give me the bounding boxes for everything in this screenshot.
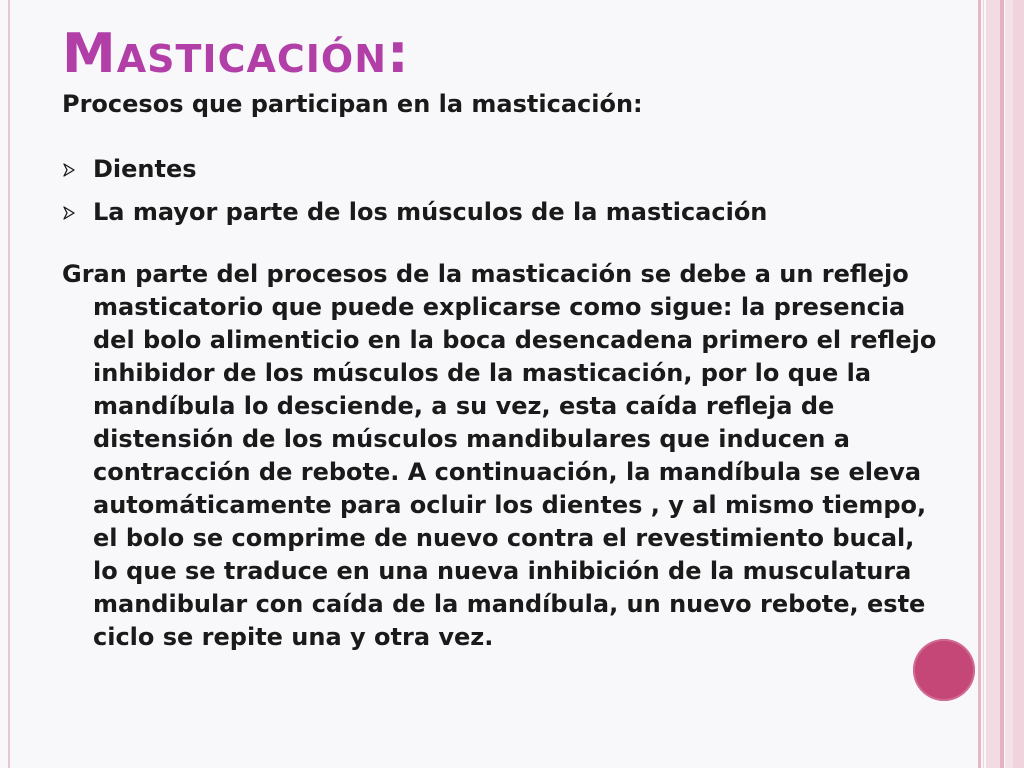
- arrow-bullet-icon: [62, 206, 76, 220]
- circle-decoration: [913, 639, 975, 701]
- bullet-text: Dientes: [93, 155, 197, 183]
- slide-title: Masticación:: [62, 22, 410, 85]
- list-item: [62, 148, 942, 191]
- right-stripe-decoration: [978, 0, 1024, 768]
- stripe: [1005, 0, 1013, 768]
- bullet-text: La mayor parte de los músculos de la masticación: [93, 198, 768, 226]
- stripe: [1013, 0, 1024, 768]
- arrow-bullet-icon: [62, 163, 76, 177]
- stripe: [983, 0, 984, 768]
- stripe: [986, 0, 1000, 768]
- left-border-line: [8, 0, 10, 768]
- list-item: [62, 191, 942, 234]
- intro-text: Procesos que participan en la masticación:: [62, 90, 643, 118]
- stripe: [978, 0, 981, 768]
- stripe: [1000, 0, 1004, 768]
- body-paragraph: Gran parte del procesos de la masticación se debe a un reflejo masticatorio que puede explicarse como sigue: la presencia del bolo alimenticio en la boca desencadena primero el reflejo inhibidor de los músculos de la masticación, por lo que la mandíbula lo desciende, a su vez, esta caída refleja de distensión de los músculos mandibulares que inducen a contracción de rebote. A continuación, la mandíbula se eleva automáticamente para ocluir los dientes , y al mismo tiempo, el bolo se comprime de nuevo contra el revestimiento bucal, lo que se traduce en una nueva inhibición de la musculatura mandibular con caída de la mandíbula, un nuevo rebote, este ciclo se repite una y otra vez.: [62, 260, 937, 651]
- slide-content: [62, 88, 942, 654]
- bullet-list: [62, 148, 942, 234]
